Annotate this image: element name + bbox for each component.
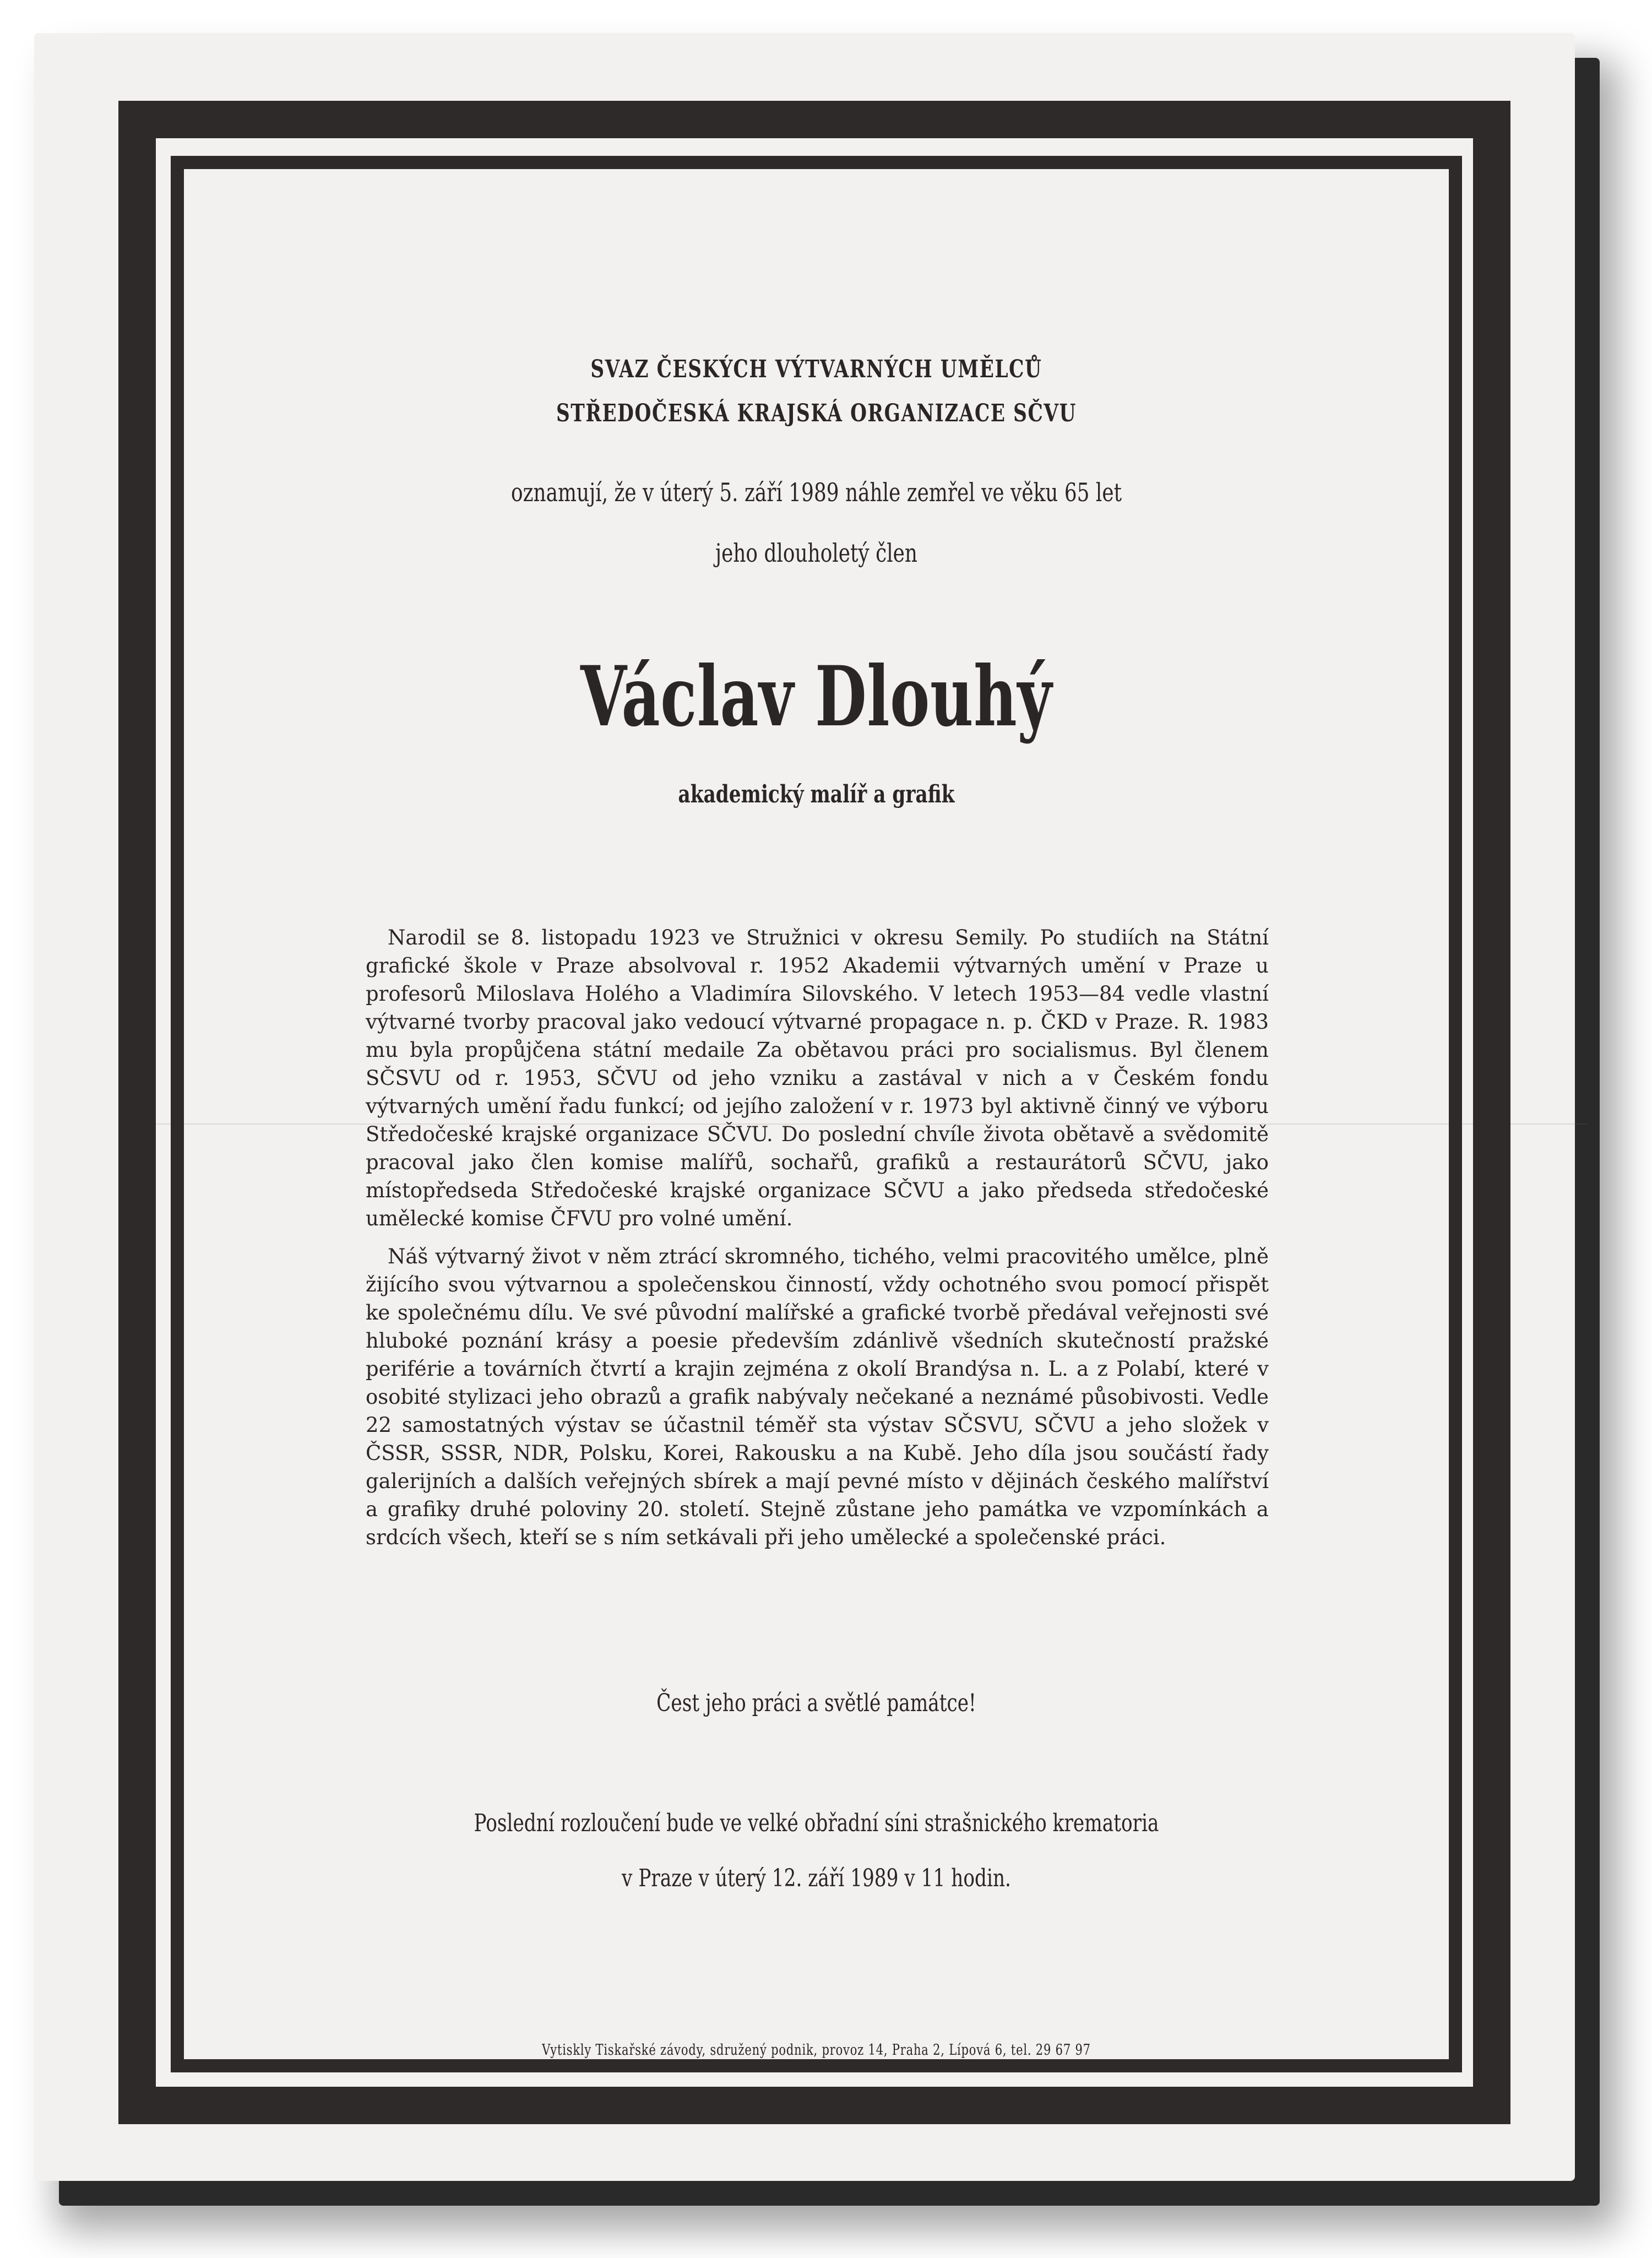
tribute-line: Čest jeho práci a světlé památce! xyxy=(656,1689,976,1717)
announcement-line-2: jeho dlouholetý člen xyxy=(715,538,918,568)
announcement-line-1: oznamují, že v úterý 5. září 1989 náhle zemřel ve věku 65 let xyxy=(510,477,1122,507)
farewell-line-1: Poslední rozloučení bude ve velké obřadní síni strašnického krematoria xyxy=(474,1809,1159,1837)
org-name-line-2: STŘEDOČESKÁ KRAJSKÁ ORGANIZACE SČVU xyxy=(556,399,1077,427)
printer-imprint: Vytiskly Tiskařské závody, sdružený podnik, provoz 14, Praha 2, Lípová 6, tel. 29 67 97 xyxy=(542,2042,1091,2059)
deceased-title: akademický malíř a grafik xyxy=(678,780,955,808)
biography-paragraph-1: Narodil se 8. listopadu 1923 ve Stružnici v okresu Semily. Po studiích na Státní grafické škole v Praze absolvoval r. 1952 Akademii výtvarných umění v Praze u profesorů Miloslava Holého a Vladimíra Silovského. V letech 1953—84 vedle vlastní výtvarné tvorby pracoval jako vedoucí výtvarné propagace n. p. ČKD v Praze. R. 1983 mu byla propůjčena státní medaile Za obětavou práci pro socialismus. Byl členem SČSVU od r. 1953, SČVU od jeho vzniku a zastával v nich a v Českém fondu výtvarných umění řadu funkcí; od jejího založení v r. 1973 byl aktivně činný ve výboru Středočeské krajské organizace SČVU. Do poslední chvíle života obětavě a svědomitě pracoval jako člen komise malířů, sochařů, grafiků a restaurátorů SČVU, jako místopředseda Středočeské krajské organizace SČVU a jako předseda středočeské umělecké komise ČFVU pro volné umění. xyxy=(366,926,1269,1230)
obituary-content xyxy=(184,169,1449,2059)
obituary-sheet xyxy=(34,33,1575,2181)
farewell-line-2: v Praze v úterý 12. září 1989 v 11 hodin. xyxy=(622,1864,1011,1892)
org-name-line-1: SVAZ ČESKÝCH VÝTVARNÝCH UMĚLCŮ xyxy=(590,355,1042,383)
deceased-name: Václav Dlouhý xyxy=(580,648,1052,745)
biography xyxy=(366,924,1269,1561)
biography-paragraph-2: Náš výtvarný život v něm ztrácí skromného, tichého, velmi pracovitého umělce, plně žijícího svou výtvarnou a společenskou činností, vždy ochotného svou pomocí přispět ke společnému dílu. Ve své původní malířské a grafické tvorbě předával veřejnosti své hluboké poznání krásy a poesie především zdánlivě všedních skutečností pražské periférie a továrních čtvrtí a krajin zejména z okolí Brandýsa n. L. a z Polabí, které v osobité stylizaci jeho obrazů a grafik nabývaly nečekané a neznámé působivosti. Vedle 22 samostatných výstav se účastnil téměř sta výstav SČSVU, SČVU a jeho složek v ČSSR, SSSR, NDR, Polsku, Korei, Rakousku a na Kubě. Jeho díla jsou součástí řady galerijních a dalších veřejných sbírek a mají pevné místo v dějinách českého malířství a grafiky druhé poloviny 20. století. Stejně zůstane jeho památka ve vzpomínkách a srdcích všech, kteří se s ním setkávali při jeho umělecké a společenské práci. xyxy=(366,1245,1269,1549)
